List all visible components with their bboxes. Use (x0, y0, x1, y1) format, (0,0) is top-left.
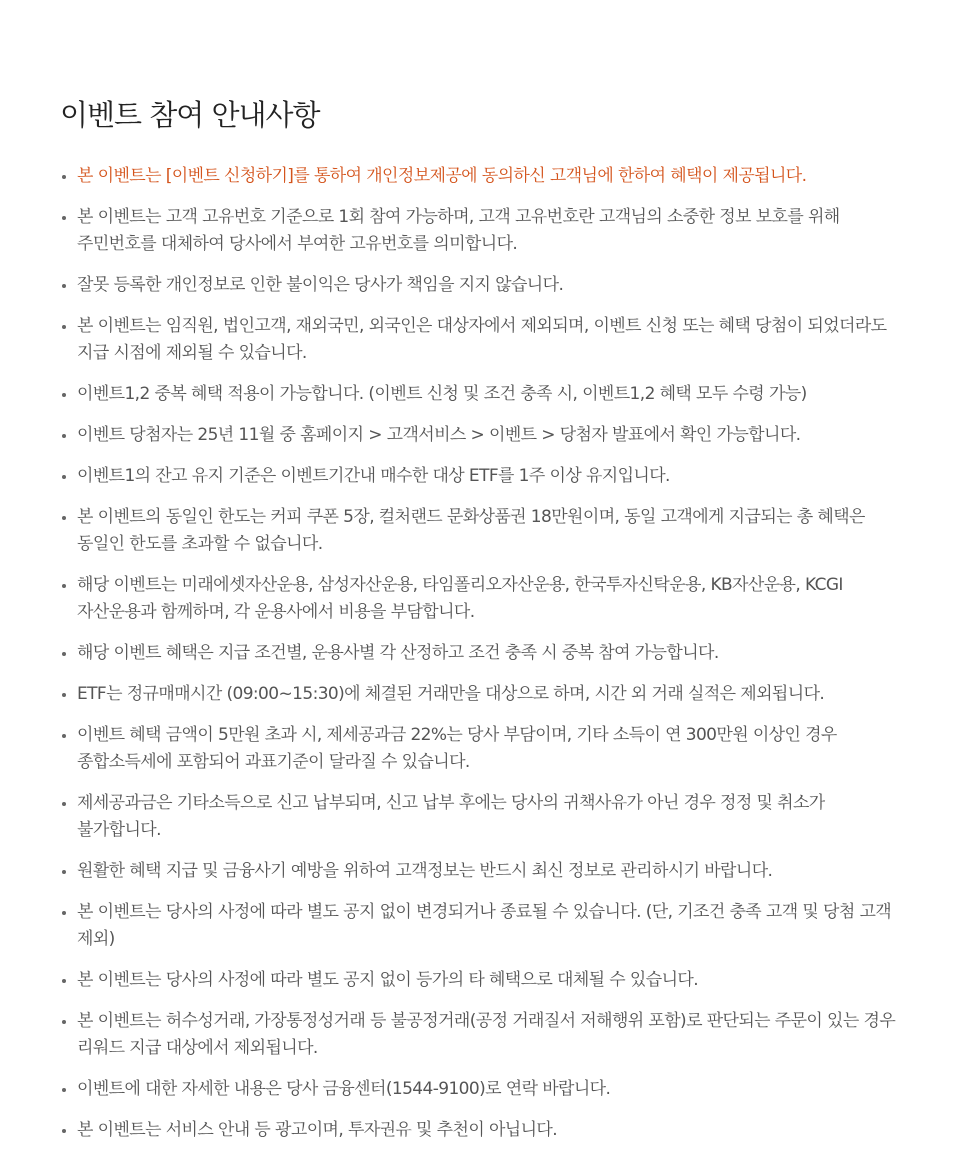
notice-item: 이벤트에 대한 자세한 내용은 당사 금융센터(1544-9100)로 연락 바랍니다. (60, 1076, 900, 1103)
notice-list (60, 163, 900, 1144)
notice-item: 본 이벤트는 당사의 사정에 따라 별도 공지 없이 변경되거나 종료될 수 있습니다. (단, 기조건 충족 고객 및 당첨 고객 제외) (60, 899, 900, 953)
notice-item: 본 이벤트는 당사의 사정에 따라 별도 공지 없이 등가의 타 혜택으로 대체될 수 있습니다. (60, 967, 900, 994)
notice-title: 이벤트 참여 안내사항 (60, 98, 320, 132)
notice-item: ETF는 정규매매시간 (09:00~15:30)에 체결된 거래만을 대상으로 하며, 시간 외 거래 실적은 제외됩니다. (60, 681, 900, 708)
notice-item: 본 이벤트는 허수성거래, 가장통정성거래 등 불공정거래(공정 거래질서 저해행위 포함)로 판단되는 주문이 있는 경우 리워드 지급 대상에서 제외됩니다. (60, 1008, 900, 1062)
notice-item-highlight: 본 이벤트는 [이벤트 신청하기]를 통하여 개인정보제공에 동의하신 고객님에 한하여 혜택이 제공됩니다. (60, 163, 900, 190)
notice-item: 원활한 혜택 지급 및 금융사기 예방을 위하여 고객정보는 반드시 최신 정보로 관리하시기 바랍니다. (60, 858, 900, 885)
notice-item: 해당 이벤트는 미래에셋자산운용, 삼성자산운용, 타임폴리오자산운용, 한국투자신탁운용, KB자산운용, KCGI 자산운용과 함께하며, 각 운용사에서 비용을 부담합니다. (60, 572, 900, 626)
notice-item: 제세공과금은 기타소득으로 신고 납부되며, 신고 납부 후에는 당사의 귀책사유가 아닌 경우 정정 및 취소가 불가합니다. (60, 790, 900, 844)
notice-item: 이벤트 혜택 금액이 5만원 초과 시, 제세공과금 22%는 당사 부담이며, 기타 소득이 연 300만원 이상인 경우 종합소득세에 포함되어 과표기준이 달라질 수 있습니다. (60, 722, 900, 776)
notice-item: 본 이벤트의 동일인 한도는 커피 쿠폰 5장, 컬처랜드 문화상품권 18만원이며, 동일 고객에게 지급되는 총 혜택은 동일인 한도를 초과할 수 없습니다. (60, 504, 900, 558)
notice-item: 본 이벤트는 서비스 안내 등 광고이며, 투자권유 및 추천이 아닙니다. (60, 1117, 900, 1144)
notice-item: 잘못 등록한 개인정보로 인한 불이익은 당사가 책임을 지지 않습니다. (60, 272, 900, 299)
notice-item: 이벤트1,2 중복 혜택 적용이 가능합니다. (이벤트 신청 및 조건 충족 시, 이벤트1,2 혜택 모두 수령 가능) (60, 381, 900, 408)
notice-item: 본 이벤트는 임직원, 법인고객, 재외국민, 외국인은 대상자에서 제외되며, 이벤트 신청 또는 혜택 당첨이 되었더라도 지급 시점에 제외될 수 있습니다. (60, 313, 900, 367)
notice-item: 해당 이벤트 혜택은 지급 조건별, 운용사별 각 산정하고 조건 충족 시 중복 참여 가능합니다. (60, 640, 900, 667)
notice-item: 이벤트 당첨자는 25년 11월 중 홈페이지 > 고객서비스 > 이벤트 > 당첨자 발표에서 확인 가능합니다. (60, 422, 900, 449)
notice-item: 이벤트1의 잔고 유지 기준은 이벤트기간내 매수한 대상 ETF를 1주 이상 유지입니다. (60, 463, 900, 490)
notice-item: 본 이벤트는 고객 고유번호 기준으로 1회 참여 가능하며, 고객 고유번호란 고객님의 소중한 정보 보호를 위해 주민번호를 대체하여 당사에서 부여한 고유번호를 의미합니다. (60, 204, 900, 258)
